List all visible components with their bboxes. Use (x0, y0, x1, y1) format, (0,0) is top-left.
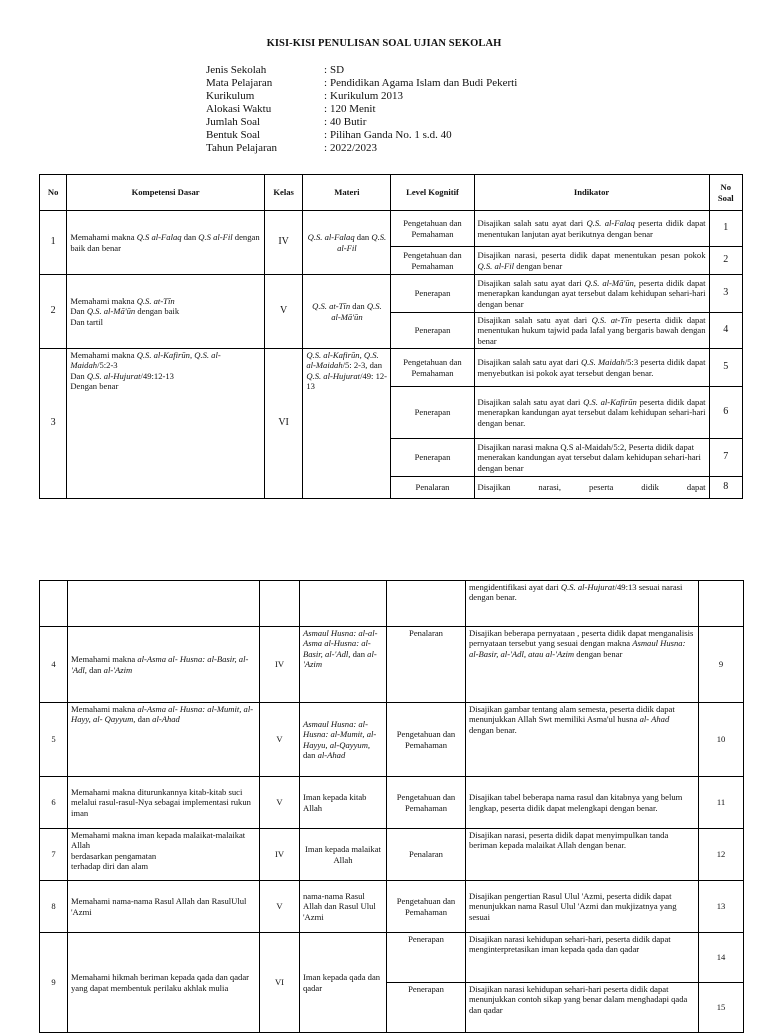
indikator-cell: Disajikan narasi kehidupan sehari-hari peserta didik dapat menunjukkan contoh sikap yang benar dalam menghadapi qada dan qadar (466, 983, 699, 1033)
indikator-cell: Disajikan salah satu ayat dari Q.S. at-Tīn peserta didik dapat menentukan hukum tajwid pada lafal yang bergaris bawah dengan benar (474, 313, 709, 349)
meta-row: Tahun Pelajaran : 2022/2023 (206, 142, 378, 154)
no-soal-cell: 15 (699, 983, 744, 1033)
level-cell: Pengetahuan dan Pemahaman (387, 703, 466, 777)
indikator-cell: Disajikan salah satu ayat dari Q.S. Maidah/5:3 peserta didik dapat menyebutkan isi pokok ayat tersebut dengan benar. (474, 349, 709, 387)
indikator-cell: Disajikan tabel beberapa nama rasul dan kitabnya yang belum lengkap, peserta didik dapat melengkapi dengan benar. (466, 777, 699, 829)
no-soal-cell: 3 (709, 275, 742, 313)
indikator-cell: mengidentifikasi ayat dari Q.S. al-Hujurat/49:13 sesuai narasi dengan benar. (466, 581, 699, 627)
table-header-row (40, 175, 743, 211)
no-soal-cell: 9 (699, 627, 744, 703)
kompetensi-cell: Memahami makna Q.S al-Falaq dan Q.S al-Fil dengan baik dan benar (67, 211, 265, 275)
meta-row: Kurikulum : Kurikulum 2013 (206, 90, 404, 102)
level-cell: Penerapan (387, 933, 466, 983)
meta-label: Jenis Sekolah (206, 64, 267, 76)
indikator-cell: Disajikan beberapa pernyataan , peserta didik dapat menganalisis pernyataan tersebut yang sesuai dengan makna Asmaul Husna: al-Basir, al-'Adl, atau al-'Azim dengan benar (466, 627, 699, 703)
header-level: Level Kognitif (391, 175, 474, 211)
meta-label: Bentuk Soal (206, 129, 261, 141)
materi-cell: Asmaul Husna: al-Husna: al-Mumit, al-Hayyu, al-Qayyum, dan al-Ahad (300, 703, 387, 777)
level-cell: Pengetahuan dan Pemahaman (391, 349, 474, 387)
document-title: KISI-KISI PENULISAN SOAL UJIAN SEKOLAH (266, 38, 502, 49)
row-number: 1 (40, 211, 67, 275)
table-row (40, 829, 744, 881)
materi-cell: Q.S. al-Falaq dan Q.S. al-Fil (303, 211, 391, 275)
meta-label: Alokasi Waktu (206, 103, 272, 115)
kompetensi-cell (68, 829, 260, 881)
header-kompetensi: Kompetensi Dasar (67, 175, 265, 211)
indikator-cell: Disajikan narasi kehidupan sehari-hari, peserta didik dapat menginterpretasikan iman kepada qada dan qadar (466, 933, 699, 983)
indikator-cell: Disajikan gambar tentang alam semesta, peserta didik dapat menunjukkan Allah Swt memiliki Asma'ul husna al- Ahad dengan benar. (466, 703, 699, 777)
level-cell: Pengetahuan dan Pemahaman (391, 211, 474, 247)
materi-cell: Q.S. at-Tīn dan Q.S. al-Mā'ūn (303, 275, 391, 349)
meta-value: 2022/2023 (330, 142, 378, 154)
materi-cell: Iman kepada kitab Allah (300, 777, 387, 829)
no-soal-cell: 11 (699, 777, 744, 829)
meta-value: Pilihan Ganda No. 1 s.d. 40 (330, 129, 452, 141)
kompetensi-cell: Memahami hikmah beriman kepada qada dan qadar yang dapat membentuk perilaku akhlak mulia (68, 933, 260, 1033)
materi-cell: Iman kepada qada dan qadar (300, 933, 387, 1033)
row-number: 6 (40, 777, 68, 829)
materi-cell: Iman kepada malaikat Allah (300, 829, 387, 881)
header-no-soal: No Soal (709, 175, 742, 211)
row-number: 9 (40, 933, 68, 1033)
meta-value: 120 Menit (330, 103, 376, 115)
meta-row: Mata Pelajaran : Pendidikan Agama Islam dan Budi Pekerti (206, 77, 518, 89)
kompetensi-cell: Memahami makna diturunkannya kitab-kitab suci melalui rasul-rasul-Nya sebagai implementasi rukun iman (68, 777, 260, 829)
table-row (40, 349, 743, 387)
kompetensi-cell: Memahami nama-nama Rasul Allah dan RasulUlul 'Azmi (68, 881, 260, 933)
table-row (40, 777, 744, 829)
table-row (40, 703, 744, 777)
document-meta (206, 64, 517, 155)
meta-value: SD (330, 64, 345, 76)
table-row (40, 627, 744, 703)
level-cell: Penalaran (387, 829, 466, 881)
kompetensi-cell: Memahami makna al-Asma al- Husna: al-Mumit, al-Hayy, al- Qayyum, dan al-Ahad (68, 703, 260, 777)
indikator-continuation: sesuai narasi dengan benar. (469, 582, 683, 603)
indikator-cell: Disajikan narasi, peserta didik dapat (474, 477, 709, 499)
level-cell: Pengetahuan dan Pemahaman (387, 777, 466, 829)
level-cell: Penerapan (391, 439, 474, 477)
no-soal-cell: 10 (699, 703, 744, 777)
kelas-cell: V (260, 881, 300, 933)
no-soal-cell: 13 (699, 881, 744, 933)
table-row (40, 881, 744, 933)
row-number: 7 (40, 829, 68, 881)
indikator-cell: Disajikan salah satu ayat dari Q.S. al-Falaq peserta didik dapat menentukan lanjutan ayat berikutnya dengan benar (474, 211, 709, 247)
no-soal-cell: 14 (699, 933, 744, 983)
level-cell: Penerapan (391, 313, 474, 349)
kelas-cell: IV (260, 627, 300, 703)
header-no: No (40, 175, 67, 211)
meta-label: Kurikulum (206, 90, 255, 102)
meta-label: Mata Pelajaran (206, 77, 273, 89)
kisi-table-page-1 (39, 174, 743, 499)
level-cell: Pengetahuan dan Pemahaman (387, 881, 466, 933)
no-soal-cell: 5 (709, 349, 742, 387)
header-indikator: Indikator (474, 175, 709, 211)
meta-row: Alokasi Waktu : 120 Menit (206, 103, 376, 115)
kompetensi-cell: Memahami makna al-Asma al- Husna: al-Basir, al-'Adl, dan al-'Azim (68, 627, 260, 703)
kelas-cell: V (264, 275, 302, 349)
header-kelas: Kelas (264, 175, 302, 211)
materi-cell: Asmaul Husna: al-al-Asma al-Husna: al-Basir, al-'Adl, dan al-'Azim (300, 627, 387, 703)
no-soal-cell: 6 (709, 387, 742, 439)
table-row (40, 933, 744, 983)
meta-row: Bentuk Soal : Pilihan Ganda No. 1 s.d. 40 (206, 129, 452, 141)
kompetensi-cell: Memahami makna Q.S. at-Tīn Dan Q.S. al-Mā'ūn dengan baik Dan tartil (67, 275, 265, 349)
kelas-cell: VI (260, 933, 300, 1033)
no-soal-cell: 1 (709, 211, 742, 247)
no-soal-cell: 12 (699, 829, 744, 881)
meta-value: Pendidikan Agama Islam dan Budi Pekerti (330, 77, 518, 89)
kelas-cell: VI (264, 349, 302, 499)
kompetensi-line: Memahami makna iman kepada malaikat-malaikat Allah (71, 830, 246, 851)
meta-value: Kurikulum 2013 (330, 90, 404, 102)
row-number: 2 (40, 275, 67, 349)
no-soal-cell: 7 (709, 439, 742, 477)
indikator-cell: Disajikan narasi makna Q.S al-Maidah/5:2, Peserta didik dapat menerakan kandungan ayat tersebut dalam kehidupan sehari-hari dengan benar (474, 439, 709, 477)
level-cell: Penalaran (391, 477, 474, 499)
indikator-cell: Disajikan narasi, peserta didik dapat menyimpulkan tanda beriman kepada malaikat Allah dengan benar. (466, 829, 699, 881)
no-soal-cell: 8 (709, 477, 742, 499)
meta-label: Tahun Pelajaran (206, 142, 278, 154)
no-soal-cell: 4 (709, 313, 742, 349)
materi-cell: Q.S. al-Kafirūn, Q.S. al-Maidah/5: 2-3, dan Q.S. al-Hujurat/49: 12-13 (303, 349, 391, 499)
kelas-cell: IV (260, 829, 300, 881)
table-row (40, 275, 743, 313)
row-number: 8 (40, 881, 68, 933)
indikator-cell: Disajikan narasi, peserta didik dapat menentukan pesan pokok Q.S. al-Fil dengan benar (474, 247, 709, 275)
kelas-cell: V (260, 777, 300, 829)
kelas-cell: V (260, 703, 300, 777)
kompetensi-cell: Memahami makna Q.S. al-Kafirūn, Q.S. al-Maidah/5:2-3 Dan Q.S. al-Hujurat/49:12-13 Dengan benar (67, 349, 265, 499)
row-number: 5 (40, 703, 68, 777)
table-row (40, 581, 744, 627)
no-soal-cell: 2 (709, 247, 742, 275)
level-cell: Penerapan (391, 387, 474, 439)
level-cell: Penalaran (387, 627, 466, 703)
header-materi: Materi (303, 175, 391, 211)
level-cell: Penerapan (387, 983, 466, 1033)
row-number: 3 (40, 349, 67, 499)
meta-label: Jumlah Soal (206, 116, 261, 128)
row-number: 4 (40, 627, 68, 703)
meta-row: Jenis Sekolah : SD (206, 64, 345, 76)
table-row (40, 211, 743, 247)
kompetensi-line: terhadap diri dan alam (71, 861, 149, 872)
kisi-table-page-2 (39, 580, 744, 1033)
meta-row: Jumlah Soal : 40 Butir (206, 116, 367, 128)
materi-cell: nama-nama Rasul Allah dan Rasul Ulul 'Azmi (300, 881, 387, 933)
indikator-cell: Disajikan salah satu ayat dari Q.S. al-Kafirūn peserta didik dapat menerapkan kandungan ayat tersebut dalam kehidupan sehari-hari dengan benar. (474, 387, 709, 439)
level-cell: Pengetahuan dan Pemahaman (391, 247, 474, 275)
level-cell: Penerapan (391, 275, 474, 313)
meta-value: 40 Butir (330, 116, 367, 128)
indikator-cell: Disajikan salah satu ayat dari Q.S. al-Mā'ūn, peserta didik dapat menerapkan kandungan ayat tersebut dalam kehidupan sehari-hari dengan benar (474, 275, 709, 313)
indikator-cell: Disajikan pengertian Rasul Ulul 'Azmi, peserta didik dapat menunjukkan nama Rasul Ulul 'Azmi dan mukjizatnya yang sesuai (466, 881, 699, 933)
kelas-cell: IV (264, 211, 302, 275)
kompetensi-line: berdasarkan pengamatan (71, 850, 157, 861)
